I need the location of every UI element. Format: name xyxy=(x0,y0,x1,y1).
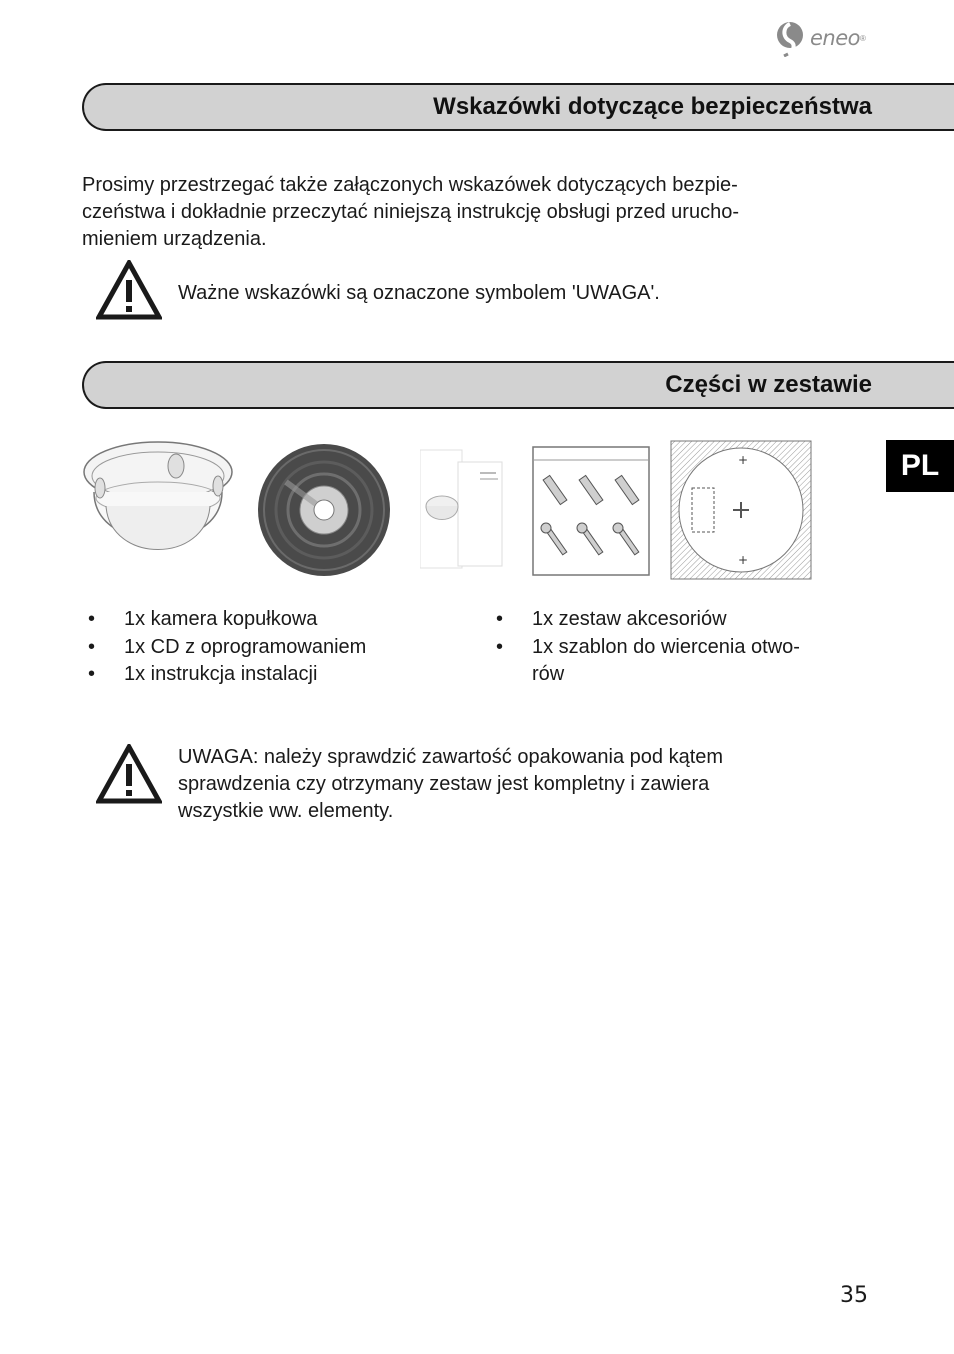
language-tab: PL xyxy=(886,440,954,492)
parts-list-right xyxy=(492,606,872,689)
list-item: • 1x instrukcja instalacji xyxy=(84,661,444,689)
logo-text: eneo xyxy=(810,26,860,50)
dome-camera-illustration xyxy=(80,436,236,580)
warning-symbol-note: Ważne wskazówki są oznaczone symbolem 'UWAGA'. xyxy=(178,282,660,304)
accessory-kit-illustration xyxy=(532,446,650,576)
list-item: • 1x CD z oprogramowaniem xyxy=(84,634,444,662)
list-item: • 1x zestaw akcesoriów xyxy=(492,606,872,634)
check-warning-line: wszystkie ww. elementy. xyxy=(178,800,394,822)
section-bar-parts xyxy=(82,361,954,409)
list-item: • 1x kamera kopułkowa xyxy=(84,606,444,634)
list-item-continuation: rów xyxy=(532,663,565,685)
section-bar-safety xyxy=(82,83,954,131)
check-warning-text xyxy=(178,744,858,825)
intro-line: mieniem urządzenia. xyxy=(82,228,267,250)
cd-illustration xyxy=(256,442,392,578)
page-number: 35 xyxy=(840,1283,868,1308)
list-item: • 1x szablon do wiercenia otwo- xyxy=(492,634,872,662)
check-warning-line: sprawdzenia czy otrzymany zestaw jest kompletny i zawiera xyxy=(178,773,710,795)
intro-line: czeństwa i dokładnie przeczytać niniejszą instrukcję obsługi przed urucho- xyxy=(82,201,739,223)
intro-line: Prosimy przestrzegać także załączonych wskazówek dotyczących bezpie- xyxy=(82,174,738,196)
manual-illustration xyxy=(420,444,504,572)
drilling-template-illustration xyxy=(670,440,812,580)
svg-text:+: + xyxy=(738,553,749,567)
intro-paragraph xyxy=(82,172,862,253)
section-title-parts: Części w zestawie xyxy=(665,371,872,398)
logo-registered-mark: ® xyxy=(860,33,866,43)
check-warning-line: UWAGA: należy sprawdzić zawartość opakowania pod kątem xyxy=(178,746,724,768)
section-title-safety: Wskazówki dotyczące bezpieczeństwa xyxy=(433,93,872,120)
eneo-logo xyxy=(774,18,884,58)
eneo-logo-icon xyxy=(774,19,806,57)
warning-triangle-icon xyxy=(96,260,162,320)
parts-list-left xyxy=(84,606,444,689)
svg-text:+: + xyxy=(738,453,749,467)
warning-triangle-icon xyxy=(96,744,162,804)
